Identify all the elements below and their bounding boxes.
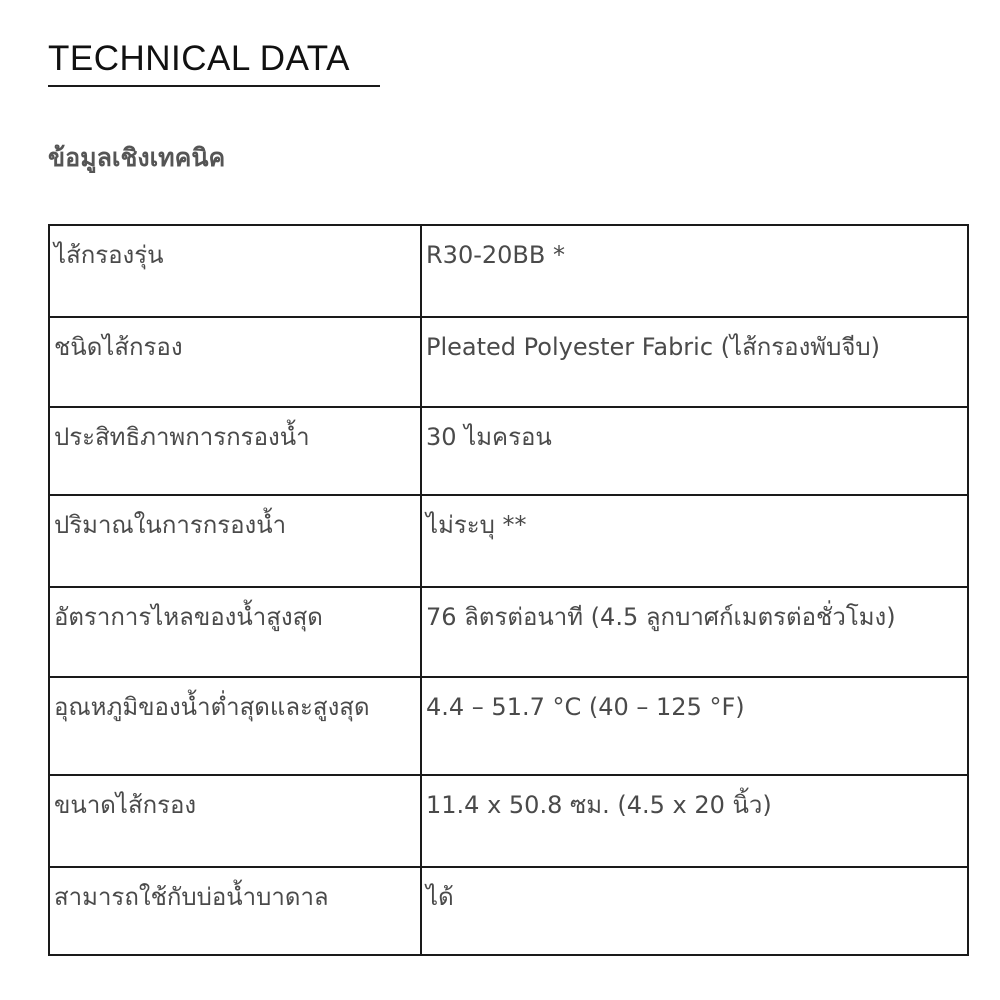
spec-label-max-flow-rate: อัตราการไหลของน้ำสูงสุด (49, 587, 421, 677)
table-row (49, 225, 968, 317)
spec-value-filter-type: Pleated Polyester Fabric (ไส้กรองพับจีบ) (421, 317, 968, 407)
spec-value-filter-size: 11.4 x 50.8 ซม. (4.5 x 20 นิ้ว) (421, 775, 968, 867)
spec-label-filtration-efficiency: ประสิทธิภาพการกรองน้ำ (49, 407, 421, 495)
table-row (49, 587, 968, 677)
technical-data-table (48, 224, 969, 956)
spec-value-filtration-capacity: ไม่ระบุ ** (421, 495, 968, 587)
table-row (49, 495, 968, 587)
spec-value-well-water-use: ได้ (421, 867, 968, 955)
spec-label-water-temperature: อุณหภูมิของน้ำต่ำสุดและสูงสุด (49, 677, 421, 775)
spec-label-well-water-use: สามารถใช้กับบ่อน้ำบาดาล (49, 867, 421, 955)
spec-value-filtration-efficiency: 30 ไมครอน (421, 407, 968, 495)
table-row (49, 317, 968, 407)
table-row (49, 407, 968, 495)
table-row (49, 775, 968, 867)
spec-label-filter-type: ชนิดไส้กรอง (49, 317, 421, 407)
section-subtitle: ข้อมูลเชิงเทคนิค (48, 143, 226, 172)
table-row (49, 677, 968, 775)
spec-value-filter-model: R30-20BB * (421, 225, 968, 317)
spec-label-filtration-capacity: ปริมาณในการกรองน้ำ (49, 495, 421, 587)
spec-value-max-flow-rate: 76 ลิตรต่อนาที (4.5 ลูกบาศก์เมตรต่อชั่วโมง) (421, 587, 968, 677)
spec-label-filter-size: ขนาดไส้กรอง (49, 775, 421, 867)
page-title: TECHNICAL DATA (48, 39, 350, 78)
title-underline (48, 85, 380, 87)
spec-label-filter-model: ไส้กรองรุ่น (49, 225, 421, 317)
spec-value-water-temperature: 4.4 – 51.7 °C (40 – 125 °F) (421, 677, 968, 775)
table-row (49, 867, 968, 955)
